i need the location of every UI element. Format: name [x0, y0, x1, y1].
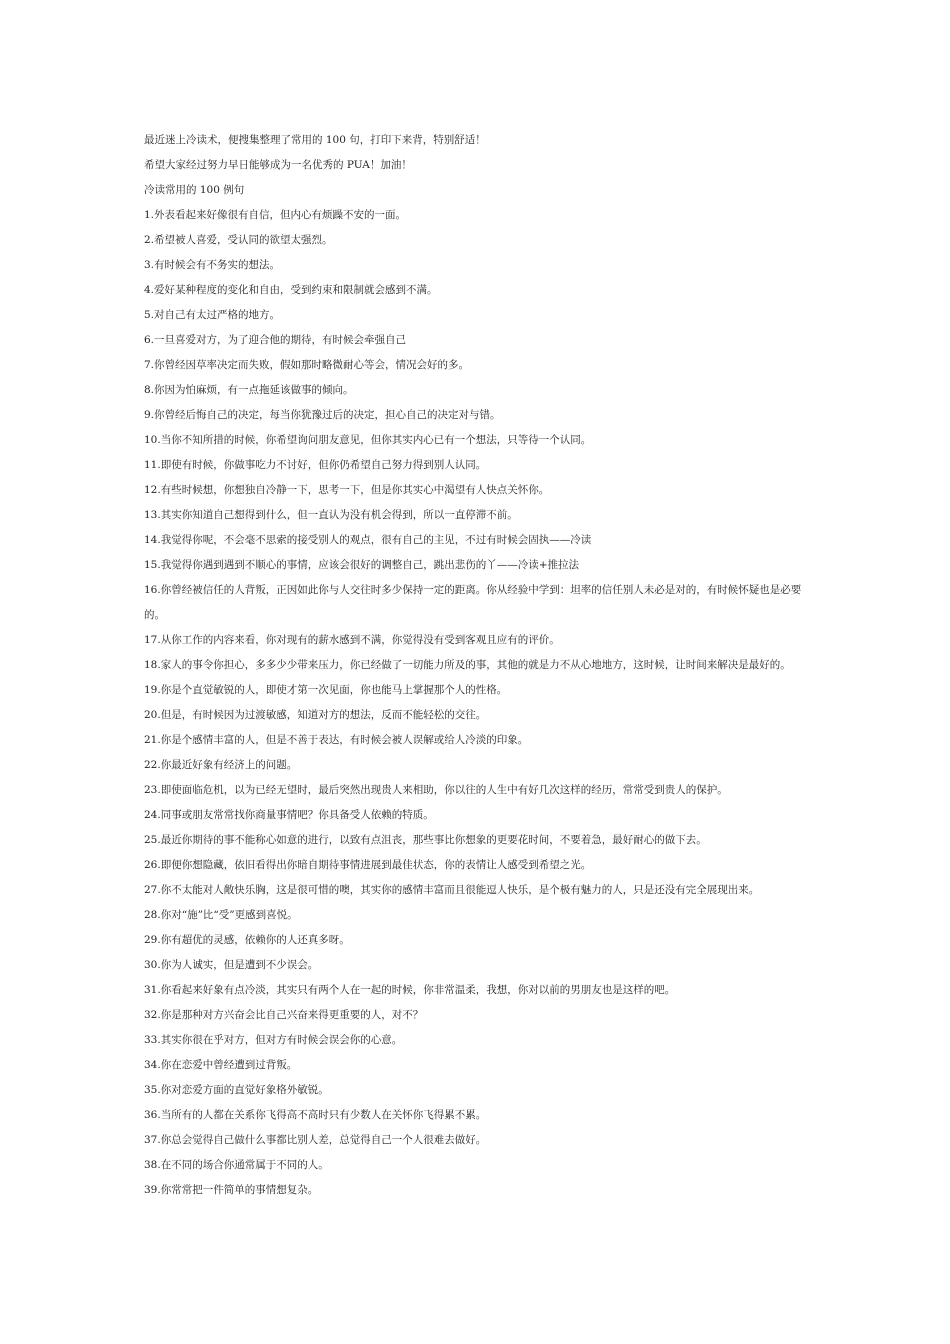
list-item: 13.其实你知道自己想得到什么，但一直认为没有机会得到，所以一直停滞不前。: [144, 509, 518, 521]
list-item: 1.外表看起来好像很有自信，但内心有烦躁不安的一面。: [144, 209, 407, 221]
list-item: 4.爱好某种程度的变化和自由，受到约束和限制就会感到不满。: [144, 284, 438, 296]
phrase-list: [144, 203, 816, 1203]
list-item: 10.当你不知所措的时候，你希望询问朋友意见，但你其实内心已有一个想法，只等待一个认同。: [144, 434, 592, 446]
intro-line-1: 最近迷上冷读术，便搜集整理了常用的 100 句，打印下来背，特别舒适！: [144, 134, 486, 146]
list-item: 21.你是个感情丰富的人，但是不善于表达，有时候会被人误解或给人冷淡的印象。: [144, 734, 529, 746]
list-item: 17.从你工作的内容来看，你对现有的薪水感到不满，你觉得没有受到客观且应有的评价。: [144, 634, 560, 646]
intro-line-2: 希望大家经过努力早日能够成为一名优秀的 PUA！加油！: [144, 159, 412, 171]
list-item: 29.你有超优的灵感，依赖你的人还真多呀。: [144, 934, 350, 946]
list-item: 2.希望被人喜爱，受认同的欲望太强烈。: [144, 234, 333, 246]
list-item: 25.最近你期待的事不能称心如意的进行，以致有点沮丧，那些事比你想象的更要花时间，不要着急，最好耐心的做下去。: [144, 834, 707, 846]
list-item: 9.你曾经后悔自己的决定，每当你犹豫过后的决定，担心自己的决定对与错。: [144, 409, 501, 421]
document-body: [144, 128, 816, 1203]
list-item: 16.你曾经被信任的人背叛，正因如此你与人交往时多少保持一定的距离。你从经验中学到：坦率的信任别人未必是对的，有时候怀疑也是必要的。: [144, 584, 802, 621]
list-item: 26.即便你想隐藏，依旧看得出你暗自期待事情进展到最佳状态，你的表情让人感受到希望之光。: [144, 859, 592, 871]
list-item: 31.你看起来好象有点冷淡，其实只有两个人在一起的时候，你非常温柔，我想，你对以前的男朋友也是这样的吧。: [144, 984, 676, 996]
list-item: 33.其实你很在乎对方，但对方有时候会误会你的心意。: [144, 1034, 403, 1046]
list-item: 23.即使面临危机，以为已经无望时，最后突然出现贵人来相助，你以往的人生中有好几次这样的经历，常常受到贵人的保护。: [144, 784, 728, 796]
list-item: 24.同事或朋友常常找你商量事情吧？你具备受人依赖的特质。: [144, 809, 434, 821]
list-item: 20.但是，有时候因为过渡敏感，知道对方的想法，反而不能轻松的交往。: [144, 709, 487, 721]
list-item: 18.家人的事令你担心，多多少少带来压力，你已经做了一切能力所及的事，其他的就是力不从心地地方，这时候，让时间来解决是最好的。: [144, 659, 791, 671]
list-item: 36.当所有的人都在关系你飞得高不高时只有少数人在关怀你飞得累不累。: [144, 1109, 487, 1121]
list-item: 30.你为人诚实，但是遭到不少误会。: [144, 959, 319, 971]
list-item: 5.对自己有太过严格的地方。: [144, 309, 281, 321]
list-item: 38.在不同的场合你通常属于不同的人。: [144, 1159, 329, 1171]
list-item: 12.有些时候想，你想独自冷静一下，思考一下，但是你其实心中渴望有人快点关怀你。: [144, 484, 550, 496]
list-item: 8.你因为怕麻烦，有一点拖延该做事的倾向。: [144, 384, 354, 396]
list-item: 6.一旦喜爱对方，为了迎合他的期待，有时候会牵强自己: [144, 334, 407, 346]
list-item: 22.你最近好象有经济上的问题。: [144, 759, 298, 771]
list-item: 14.我觉得你呢，不会毫不思索的接受别人的观点，很有自己的主见，不过有时候会固执——冷读: [144, 534, 592, 546]
list-heading: 冷读常用的 100 例句: [144, 184, 245, 196]
list-item: 15.我觉得你遇到遇到不顺心的事情，应该会很好的调整自己，跳出悲伤的丫——冷读+推拉法: [144, 559, 579, 571]
list-item: 3.有时候会有不务实的想法。: [144, 259, 281, 271]
list-item: 37.你总会觉得自己做什么事都比别人差，总觉得自己一个人很难去做好。: [144, 1134, 487, 1146]
list-item: 19.你是个直觉敏锐的人，即使才第一次见面，你也能马上掌握那个人的性格。: [144, 684, 508, 696]
list-item: 28.你对“施”比“受”更感到喜悦。: [144, 909, 298, 921]
list-item: 34.你在恋爱中曾经遭到过背叛。: [144, 1059, 298, 1071]
list-item: 27.你不太能对人敞快乐胸，这是很可惜的噢，其实你的感情丰富而且很能逗人快乐，是个极有魅力的人，只是还没有完全展现出来。: [144, 884, 760, 896]
list-item: 7.你曾经因草率决定而失败，假如那时略微耐心等会，情况会好的多。: [144, 359, 470, 371]
list-item: 39.你常常把一件简单的事情想复杂。: [144, 1184, 319, 1196]
list-item: 11.即使有时候，你做事吃力不讨好，但你仍希望自己努力得到别人认同。: [144, 459, 487, 471]
list-item: 32.你是那种对方兴奋会比自己兴奋来得更重要的人，对不？: [144, 1009, 424, 1021]
list-item: 35.你对恋爱方面的直觉好象格外敏锐。: [144, 1084, 329, 1096]
